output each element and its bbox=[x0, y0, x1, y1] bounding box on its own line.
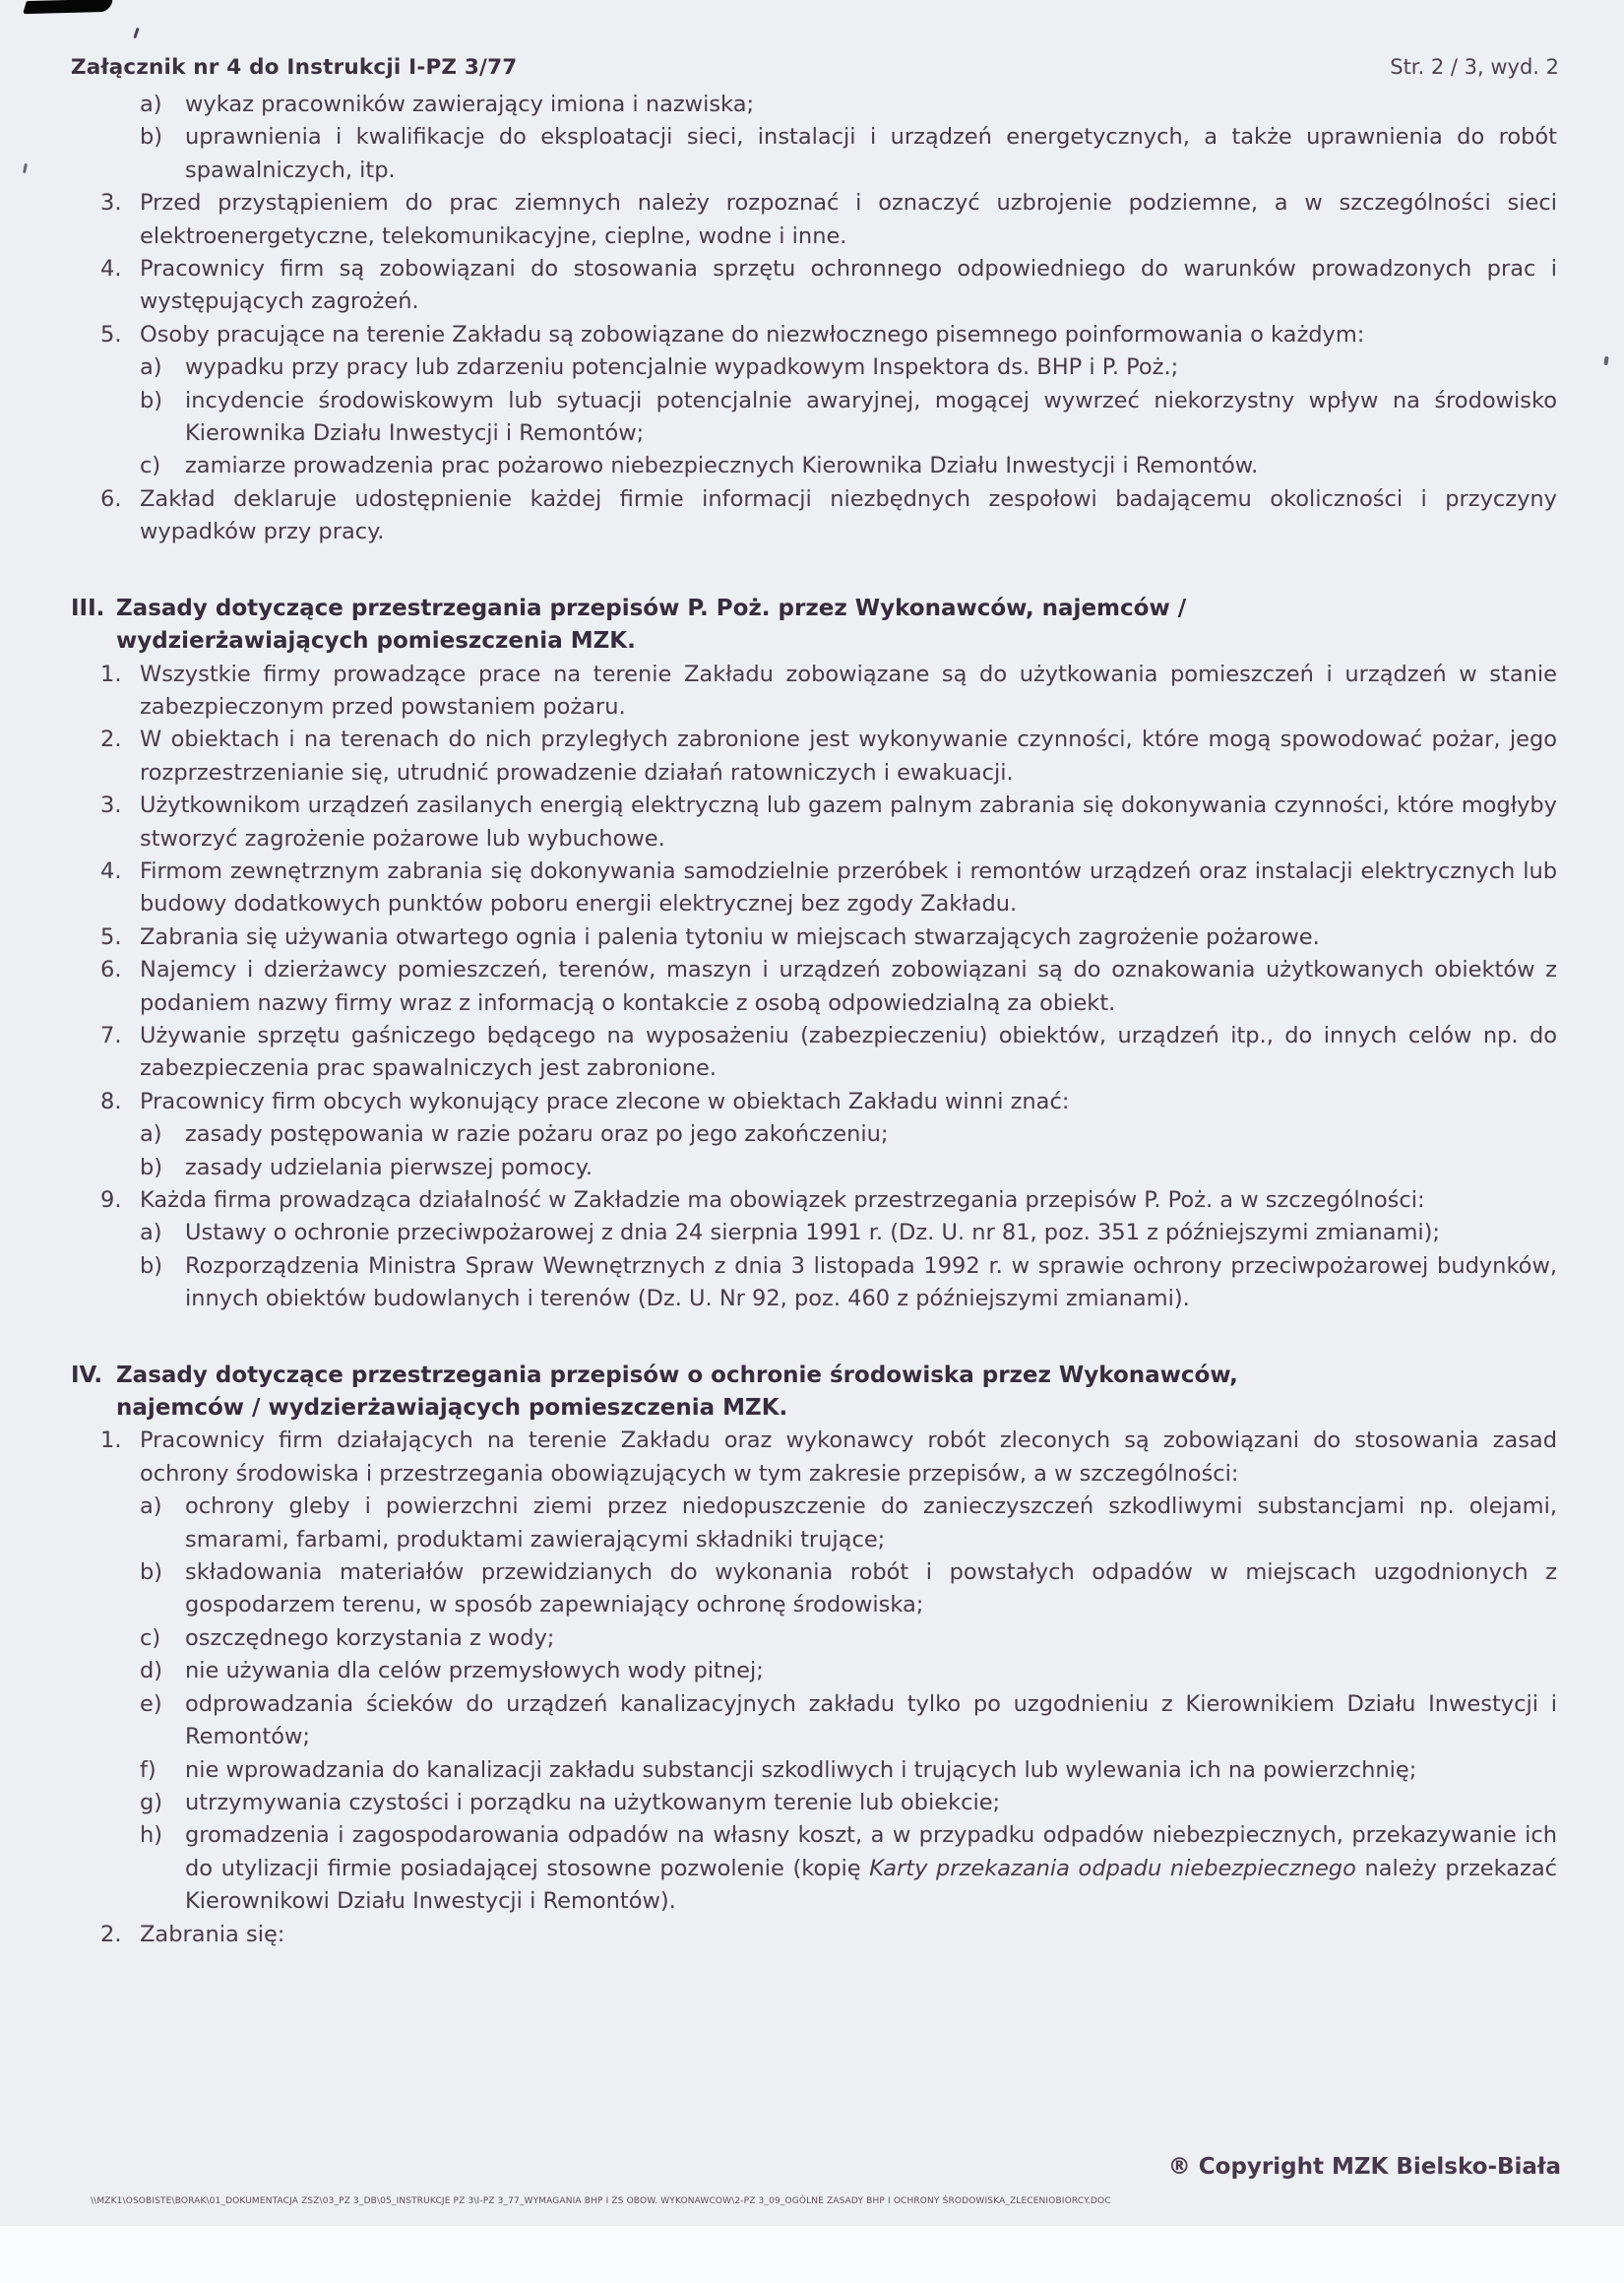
item-label: 3. bbox=[100, 190, 122, 217]
attachment-title: Załącznik nr 4 do Instrukcji I-PZ 3/77 bbox=[71, 55, 518, 80]
item-text-part2: należy przekazać Kierownikowi Działu Inwestycji i Remontów). bbox=[185, 1855, 1557, 1915]
section-heading-iv bbox=[71, 1360, 1557, 1426]
item-text: nie używania dla celów przemysłowych wody pitnej; bbox=[185, 1658, 764, 1684]
item-text: incydencie środowiskowym lub sytuacji potencjalnie awaryjnej, mogącej wywrzeć niekorzystny wpływ na środowisko Kierownika Działu Inwestycji i Remontów; bbox=[185, 387, 1557, 447]
page-number: Str. 2 / 3, wyd. 2 bbox=[1390, 55, 1559, 79]
list-item bbox=[100, 921, 1557, 954]
list-item bbox=[140, 121, 1557, 187]
section-title-line2: najemców / wydzierżawiających pomieszczenia MZK. bbox=[116, 1395, 788, 1422]
list-item bbox=[140, 1787, 1557, 1819]
item-text: Użytkownikom urządzeń zasilanych energią elektryczną lub gazem palnym zabrania się dokonywania czynności, które mogłyby stworzyć zagrożenie pożarowe lub wybuchowe. bbox=[140, 793, 1557, 852]
item-label: 4. bbox=[100, 857, 122, 884]
scan-artifact-mark bbox=[133, 28, 139, 38]
list-item bbox=[100, 253, 1557, 319]
list-item bbox=[100, 659, 1557, 725]
item-text-italic: Karty przekazania odpadu niebezpiecznego bbox=[869, 1855, 1356, 1881]
item-label: b) bbox=[140, 1252, 163, 1279]
section-number: IV. bbox=[71, 1362, 103, 1388]
item-label: b) bbox=[140, 1154, 163, 1180]
section-number: III. bbox=[71, 595, 105, 621]
item-text: Rozporządzenia Ministra Spraw Wewnętrznych z dnia 3 listopada 1992 r. w sprawie ochrony przeciwpożarowej budynków, innych obiektów budowlanych i terenów (Dz. U. Nr 92, poz. 460 z późniejszymi zmianami). bbox=[185, 1252, 1557, 1312]
item-label: 5. bbox=[100, 923, 122, 950]
list-item bbox=[140, 1152, 1557, 1184]
list-item bbox=[140, 1490, 1557, 1556]
item-text: zasady postępowania w razie pożaru oraz po jego zakończeniu; bbox=[185, 1121, 889, 1148]
item-text: Najemcy i dzierżawcy pomieszczeń, terenów, maszyn i urządzeń zobowiązani są do oznakowania użytkowanych obiektów z podaniem nazwy firmy wraz z informacją o kontakcie z osobą odpowiedzialną za obiekt. bbox=[140, 957, 1557, 1016]
list-item bbox=[140, 1819, 1557, 1918]
list-item bbox=[140, 1754, 1557, 1787]
item-text: Ustawy o ochronie przeciwpożarowej z dnia 24 sierpnia 1991 r. (Dz. U. nr 81, poz. 351 z późniejszymi zmianami); bbox=[185, 1220, 1441, 1246]
item-text: uprawnienia i kwalifikacje do eksploatacji sieci, instalacji i urządzeń energetycznych, a także uprawnienia do robót spawalniczych, itp. bbox=[185, 124, 1557, 183]
list-item bbox=[140, 1622, 1557, 1655]
item-text bbox=[185, 1819, 1557, 1918]
list-item bbox=[140, 351, 1557, 384]
scan-artifact-blot bbox=[23, 0, 113, 14]
item-text: Osoby pracujące na terenie Zakładu są zobowiązane do niezwłocznego pisemnego poinformowania o każdym: bbox=[140, 321, 1365, 348]
list-item bbox=[100, 1020, 1557, 1086]
section-title-line1: Zasady dotyczące przestrzegania przepisów o ochronie środowiska przez Wykonawców, bbox=[116, 1362, 1238, 1388]
item-label: 4. bbox=[100, 256, 122, 283]
list-item bbox=[100, 954, 1557, 1020]
list-item bbox=[140, 1556, 1557, 1622]
item-label: g) bbox=[140, 1789, 163, 1815]
item-text-part1: gromadzenia i zagospodarowania odpadów na własny koszt, a w przypadku odpadów niebezpiecznych, przekazywanie ich do utylizacji firmie posiadającej stosowne pozwolenie (kopię bbox=[185, 1822, 1557, 1881]
item-text: wykaz pracowników zawierający imiona i nazwiska; bbox=[185, 92, 755, 117]
item-label: 8. bbox=[100, 1088, 122, 1114]
item-label: 1. bbox=[100, 1427, 122, 1454]
item-label: a) bbox=[140, 1220, 162, 1246]
list-item bbox=[100, 790, 1557, 856]
item-label: f) bbox=[140, 1756, 156, 1783]
item-label: a) bbox=[140, 1493, 162, 1520]
item-label: 6. bbox=[100, 485, 122, 512]
item-label: a) bbox=[140, 92, 162, 117]
item-label: c) bbox=[140, 1624, 161, 1651]
item-label: b) bbox=[140, 1559, 163, 1586]
copyright-notice: ® Copyright MZK Bielsko-Biała bbox=[1167, 2154, 1561, 2180]
list-item bbox=[100, 1919, 1557, 1951]
item-label: 5. bbox=[100, 321, 122, 348]
item-text: Zakład deklaruje udostępnienie każdej firmie informacji niezbędnych zespołowi badającemu okoliczności i przyczyny wypadków przy pracy. bbox=[140, 485, 1557, 545]
item-text: wypadku przy pracy lub zdarzeniu potencjalnie wypadkowym Inspektora ds. BHP i P. Poż.; bbox=[185, 354, 1179, 381]
list-item bbox=[100, 1184, 1557, 1217]
scan-bottom-strip bbox=[0, 2226, 1624, 2283]
item-label: e) bbox=[140, 1690, 162, 1717]
item-label: d) bbox=[140, 1658, 163, 1684]
item-text: Firmom zewnętrznym zabrania się dokonywania samodzielnie przeróbek i remontów urządzeń oraz instalacji elektrycznych lub budowy dodatkowych punktów poboru energii elektrycznej bez zgody Zakładu. bbox=[140, 857, 1557, 918]
item-text: utrzymywania czystości i porządku na użytkowanym terenie lub obiekcie; bbox=[185, 1789, 1001, 1815]
item-text: Pracownicy firm są zobowiązani do stosowania sprzętu ochronnego odpowiedniego do warunków prowadzonych prac i występujących zagrożeń. bbox=[140, 256, 1557, 315]
item-label: 3. bbox=[100, 793, 122, 819]
document-file-path: \\MZK1\OSOBISTE\BORAK\01_DOKUMENTACJA ZSZ\03_PZ 3_DB\05_INSTRUKCJE PZ 3\I-PZ 3_77_WYMAGANIA BHP I ZS OBOW. WYKONAWCOW\2-PZ 3_09_OGÓLNE ZASADY BHP I OCHRONY ŚRODOWISKA_ZLECENIOBIORCY.DOC bbox=[91, 2196, 1111, 2206]
item-text: Każda firma prowadząca działalność w Zakładzie ma obowiązek przestrzegania przepisów P. Poż. a w szczególności: bbox=[140, 1187, 1425, 1213]
item-text: oszczędnego korzystania z wody; bbox=[185, 1624, 555, 1651]
item-label: 2. bbox=[100, 727, 122, 753]
item-text: ochrony gleby i powierzchni ziemi przez niedopuszczenie do zanieczyszczeń szkodliwymi substancjami np. olejami, smarami, farbami, produktami zawierającymi składniki trujące; bbox=[185, 1493, 1557, 1553]
list-item bbox=[140, 1655, 1557, 1687]
item-label: 1. bbox=[100, 661, 122, 687]
item-label: a) bbox=[140, 1121, 162, 1148]
item-text: Używanie sprzętu gaśniczego będącego na wyposażeniu (zabezpieczeniu) obiektów, urządzeń itp., do innych celów np. do zabezpieczenia prac spawalniczych jest zabronione. bbox=[140, 1022, 1557, 1082]
section-title-line1: Zasady dotyczące przestrzegania przepisów P. Poż. przez Wykonawców, najemców / bbox=[116, 595, 1187, 621]
list-item bbox=[100, 319, 1557, 351]
document-body bbox=[0, 89, 1624, 1951]
item-text: składowania materiałów przewidzianych do wykonania robót i powstałych odpadów w miejscach uzgodnionych z gospodarzem terenu, w sposób zapewniający ochronę środowiska; bbox=[185, 1559, 1557, 1618]
item-label: 2. bbox=[100, 1921, 122, 1947]
list-item bbox=[100, 187, 1557, 253]
list-item bbox=[140, 385, 1557, 451]
item-text: odprowadzania ścieków do urządzeń kanalizacyjnych zakładu tylko po uzgodnieniu z Kierownikiem Działu Inwestycji i Remontów; bbox=[185, 1690, 1557, 1750]
item-text: Pracownicy firm obcych wykonujący prace zlecone w obiektach Zakładu winni znać: bbox=[140, 1088, 1070, 1114]
item-label: b) bbox=[140, 124, 163, 151]
list-item bbox=[100, 724, 1557, 790]
section-heading-iii bbox=[71, 593, 1557, 659]
list-item bbox=[140, 1688, 1557, 1754]
item-label: 9. bbox=[100, 1187, 122, 1213]
list-item bbox=[140, 1217, 1557, 1249]
section-title-line2: wydzierżawiających pomieszczenia MZK. bbox=[116, 628, 636, 655]
item-label: 6. bbox=[100, 957, 122, 983]
list-item bbox=[140, 89, 1557, 121]
list-item bbox=[140, 1250, 1557, 1316]
item-text: Zabrania się: bbox=[140, 1921, 285, 1947]
list-item bbox=[100, 1086, 1557, 1118]
list-item bbox=[100, 856, 1557, 921]
item-label: b) bbox=[140, 387, 163, 413]
item-text: Wszystkie firmy prowadzące prace na terenie Zakładu zobowiązane są do użytkowania pomieszczeń i urządzeń w stanie zabezpieczonym przed powstaniem pożaru. bbox=[140, 661, 1557, 720]
list-item bbox=[140, 450, 1557, 482]
item-text: Pracownicy firm działających na terenie Zakładu oraz wykonawcy robót zleconych są zobowiązani do stosowania zasad ochrony środowiska i przestrzegania obowiązujących w tym zakresie przepisów, a w szczególności: bbox=[140, 1427, 1557, 1487]
list-item bbox=[140, 1118, 1557, 1151]
section-title bbox=[116, 1360, 1557, 1426]
section-title bbox=[116, 593, 1557, 659]
item-text: Zabrania się używania otwartego ognia i palenia tytoniu w miejscach stwarzających zagrożenie pożarowe. bbox=[140, 923, 1320, 950]
item-text: zamiarze prowadzenia prac pożarowo niebezpiecznych Kierownika Działu Inwestycji i Remontów. bbox=[185, 453, 1259, 479]
item-label: c) bbox=[140, 453, 161, 479]
list-item bbox=[100, 1425, 1557, 1490]
item-label: h) bbox=[140, 1822, 163, 1849]
item-label: 7. bbox=[100, 1022, 122, 1048]
item-label: a) bbox=[140, 354, 162, 381]
list-item bbox=[100, 483, 1557, 549]
item-text: zasady udzielania pierwszej pomocy. bbox=[185, 1154, 593, 1180]
item-text: Przed przystąpieniem do prac ziemnych należy rozpoznać i oznaczyć uzbrojenie podziemne, a w szczególności sieci elektroenergetyczne, telekomunikacyjne, cieplne, wodne i inne. bbox=[140, 190, 1557, 249]
item-text: nie wprowadzania do kanalizacji zakładu substancji szkodliwych i trujących lub wylewania ich na powierzchnię; bbox=[185, 1756, 1417, 1783]
page-header bbox=[71, 55, 1559, 80]
item-text: W obiektach i na terenach do nich przyległych zabronione jest wykonywanie czynności, które mogą spowodować pożar, jego rozprzestrzenianie się, utrudnić prowadzenie działań ratowniczych i ewakuacji. bbox=[140, 727, 1557, 786]
